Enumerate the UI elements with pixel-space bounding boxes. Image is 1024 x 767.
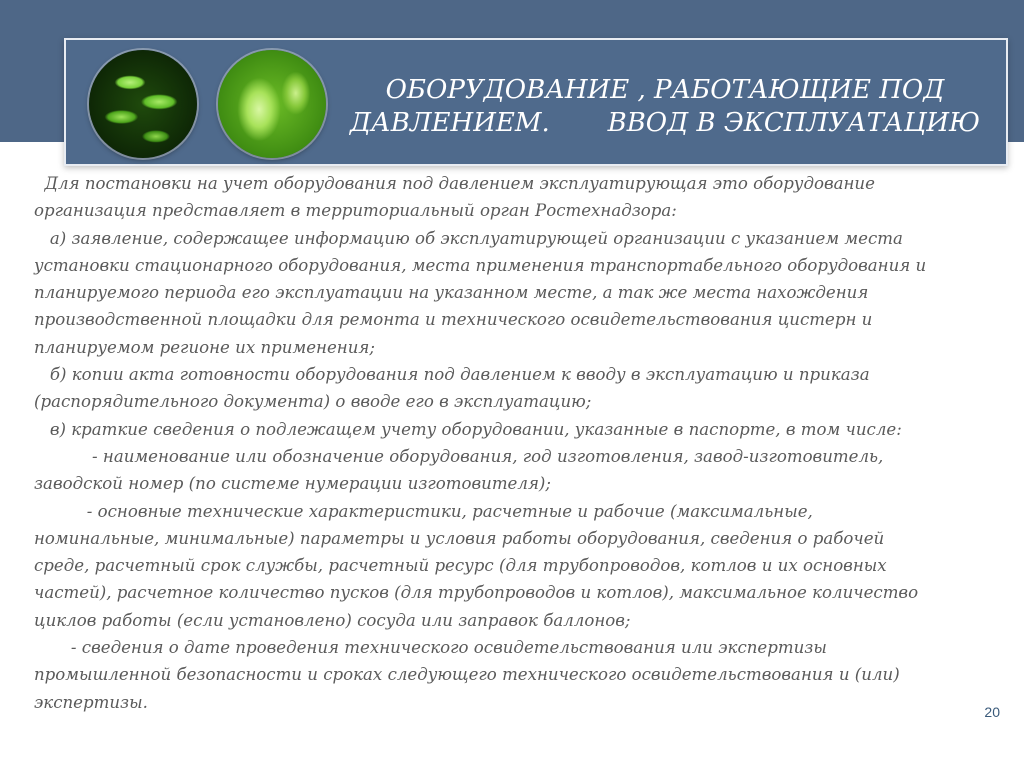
body-line: среде, расчетный срок службы, расчетный ресурс (для трубопроводов, котлов и их основных bbox=[34, 556, 887, 576]
body-line: - сведения о дате проведения технического освидетельствования или экспертизы bbox=[34, 638, 827, 658]
body-line: (распорядительного документа) о вводе его в эксплуатацию; bbox=[34, 392, 592, 412]
body-line: установки стационарного оборудования, места применения транспортабельного оборудования и bbox=[34, 255, 927, 275]
slide-body-text bbox=[34, 170, 1000, 716]
body-line: номинальные, минимальные) параметры и условия работы оборудования, сведения о рабочей bbox=[34, 528, 885, 548]
body-line: экспертизы. bbox=[34, 692, 148, 712]
body-line: - наименование или обозначение оборудования, год изготовления, завод-изготовитель, bbox=[34, 446, 884, 466]
slide-title bbox=[330, 74, 1000, 140]
body-line: планируемого периода его эксплуатации на указанном месте, а так же места нахождения bbox=[34, 283, 869, 303]
body-line: заводской номер (по системе нумерации изготовителя); bbox=[34, 474, 551, 494]
body-line: б) копии акта готовности оборудования под давлением к вводу в эксплуатацию и приказа bbox=[34, 365, 870, 385]
green-leaves-image bbox=[89, 50, 197, 158]
slide-title-line-2: ДАВЛЕНИЕМ. ВВОД В ЭКСПЛУАТАЦИЮ bbox=[349, 108, 981, 138]
body-line: планируемом регионе их применения; bbox=[34, 337, 375, 357]
body-line: производственной площадки для ремонта и технического освидетельствования цистерн и bbox=[34, 310, 873, 330]
green-abstract-image bbox=[218, 50, 326, 158]
body-line: Для постановки на учет оборудования под давлением эксплуатирующая это оборудование bbox=[34, 174, 875, 193]
body-line: а) заявление, содержащее информацию об эксплуатирующей организации с указанием места bbox=[34, 228, 903, 248]
body-line: - основные технические характеристики, расчетные и рабочие (максимальные, bbox=[34, 501, 813, 521]
page-number: 20 bbox=[984, 704, 1000, 720]
body-line: частей), расчетное количество пусков (для трубопроводов и котлов), максимальное количество bbox=[34, 583, 919, 603]
body-line: промышленной безопасности и сроках следующего технического освидетельствования и (или) bbox=[34, 665, 900, 685]
body-line: в) краткие сведения о подлежащем учету оборудовании, указанные в паспорте, в том числе: bbox=[34, 419, 902, 439]
slide-title-line-1: ОБОРУДОВАНИЕ , РАБОТАЮЩИЕ ПОД bbox=[385, 75, 945, 105]
body-line: циклов работы (если установлено) сосуда или заправок баллонов; bbox=[34, 610, 631, 630]
body-line: организация представляет в территориальный орган Ростехнадзора: bbox=[34, 201, 677, 221]
